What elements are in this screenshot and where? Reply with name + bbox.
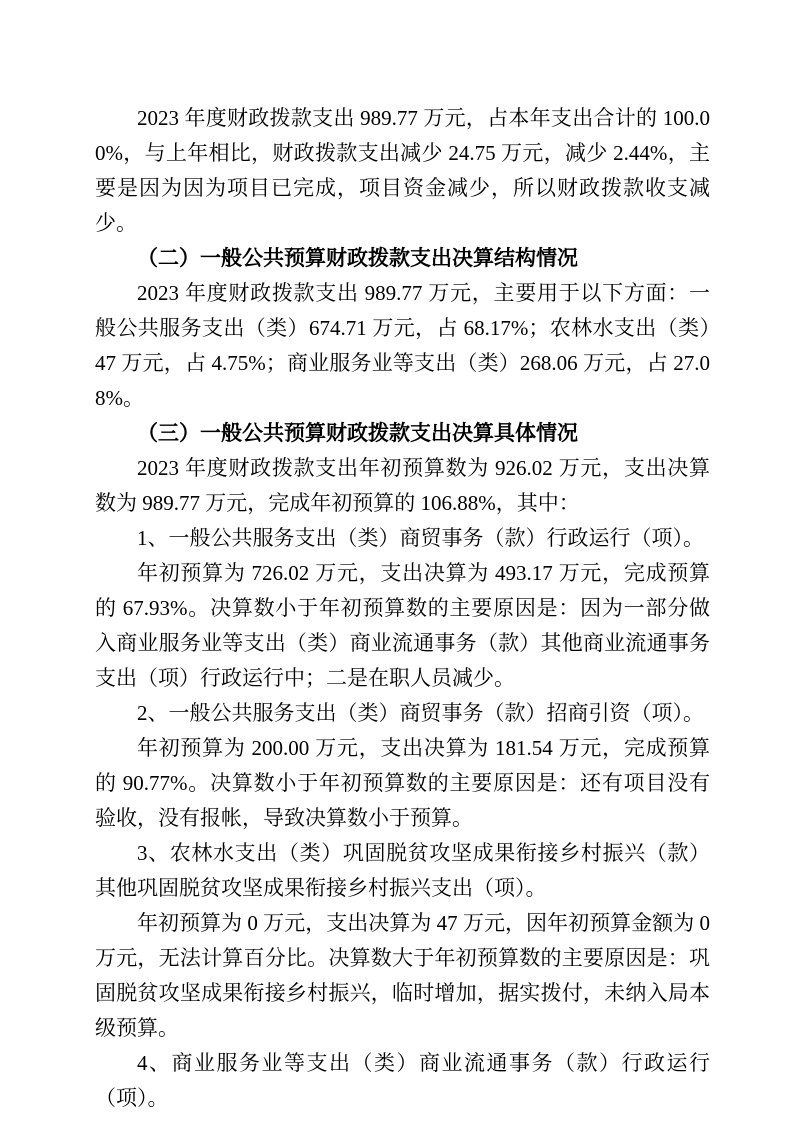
body-paragraph: 2023 年度财政拨款支出 989.77 万元，主要用于以下方面：一般公共服务支出（类）674.71 万元，占 68.17%；农林水支出（类）47 万元，占 4.75%；商业服务业等支出（类）268.06 万元，占 27.08%。 xyxy=(95,281,710,410)
body-paragraph: 2023 年度财政拨款支出年初预算数为 926.02 万元，支出决算数为 989.77 万元，完成年初预算的 106.88%，其中： xyxy=(95,456,710,515)
body-paragraph: 2023 年度财政拨款支出 989.77 万元，占本年支出合计的 100.00%，与上年相比，财政拨款支出减少 24.75 万元，减少 2.44%，主要是因为因为项目已完成，项目资金减少，所以财政拨款收支减少。 xyxy=(95,106,710,235)
section-heading: （三）一般公共预算财政拨款支出决算具体情况 xyxy=(137,422,578,445)
body-paragraph: 年初预算为 726.02 万元，支出决算为 493.17 万元，完成预算的 67.93%。决算数小于年初预算数的主要原因是：因为一部分做入商业服务业等支出（类）商业流通事务（款）其他商业流通事务支出（项）行政运行中；二是在职人员减少。 xyxy=(95,561,710,690)
section-heading: （二）一般公共预算财政拨款支出决算结构情况 xyxy=(137,247,578,270)
body-paragraph: 年初预算为 200.00 万元，支出决算为 181.54 万元，完成预算的 90.77%。决算数小于年初预算数的主要原因是：还有项目没有验收，没有报帐，导致决算数小于预算。 xyxy=(95,736,710,830)
document-body xyxy=(95,101,710,1116)
body-paragraph: 2、一般公共服务支出（类）商贸事务（款）招商引资（项）。 xyxy=(137,701,704,725)
body-paragraph: 1、一般公共服务支出（类）商贸事务（款）行政运行（项）。 xyxy=(137,526,704,550)
body-paragraph: 年初预算为 0 万元，支出决算为 47 万元，因年初预算金额为 0 万元，无法计算百分比。决算数大于年初预算数的主要原因是：巩固脱贫攻坚成果衔接乡村振兴，临时增加，据实拨付，未纳入局本级预算。 xyxy=(95,911,710,1040)
body-paragraph: 3、农林水支出（类）巩固脱贫攻坚成果衔接乡村振兴（款）其他巩固脱贫攻坚成果衔接乡村振兴支出（项）。 xyxy=(95,841,710,900)
body-paragraph: 4、商业服务业等支出（类）商业流通事务（款）行政运行（项）。 xyxy=(95,1051,710,1110)
